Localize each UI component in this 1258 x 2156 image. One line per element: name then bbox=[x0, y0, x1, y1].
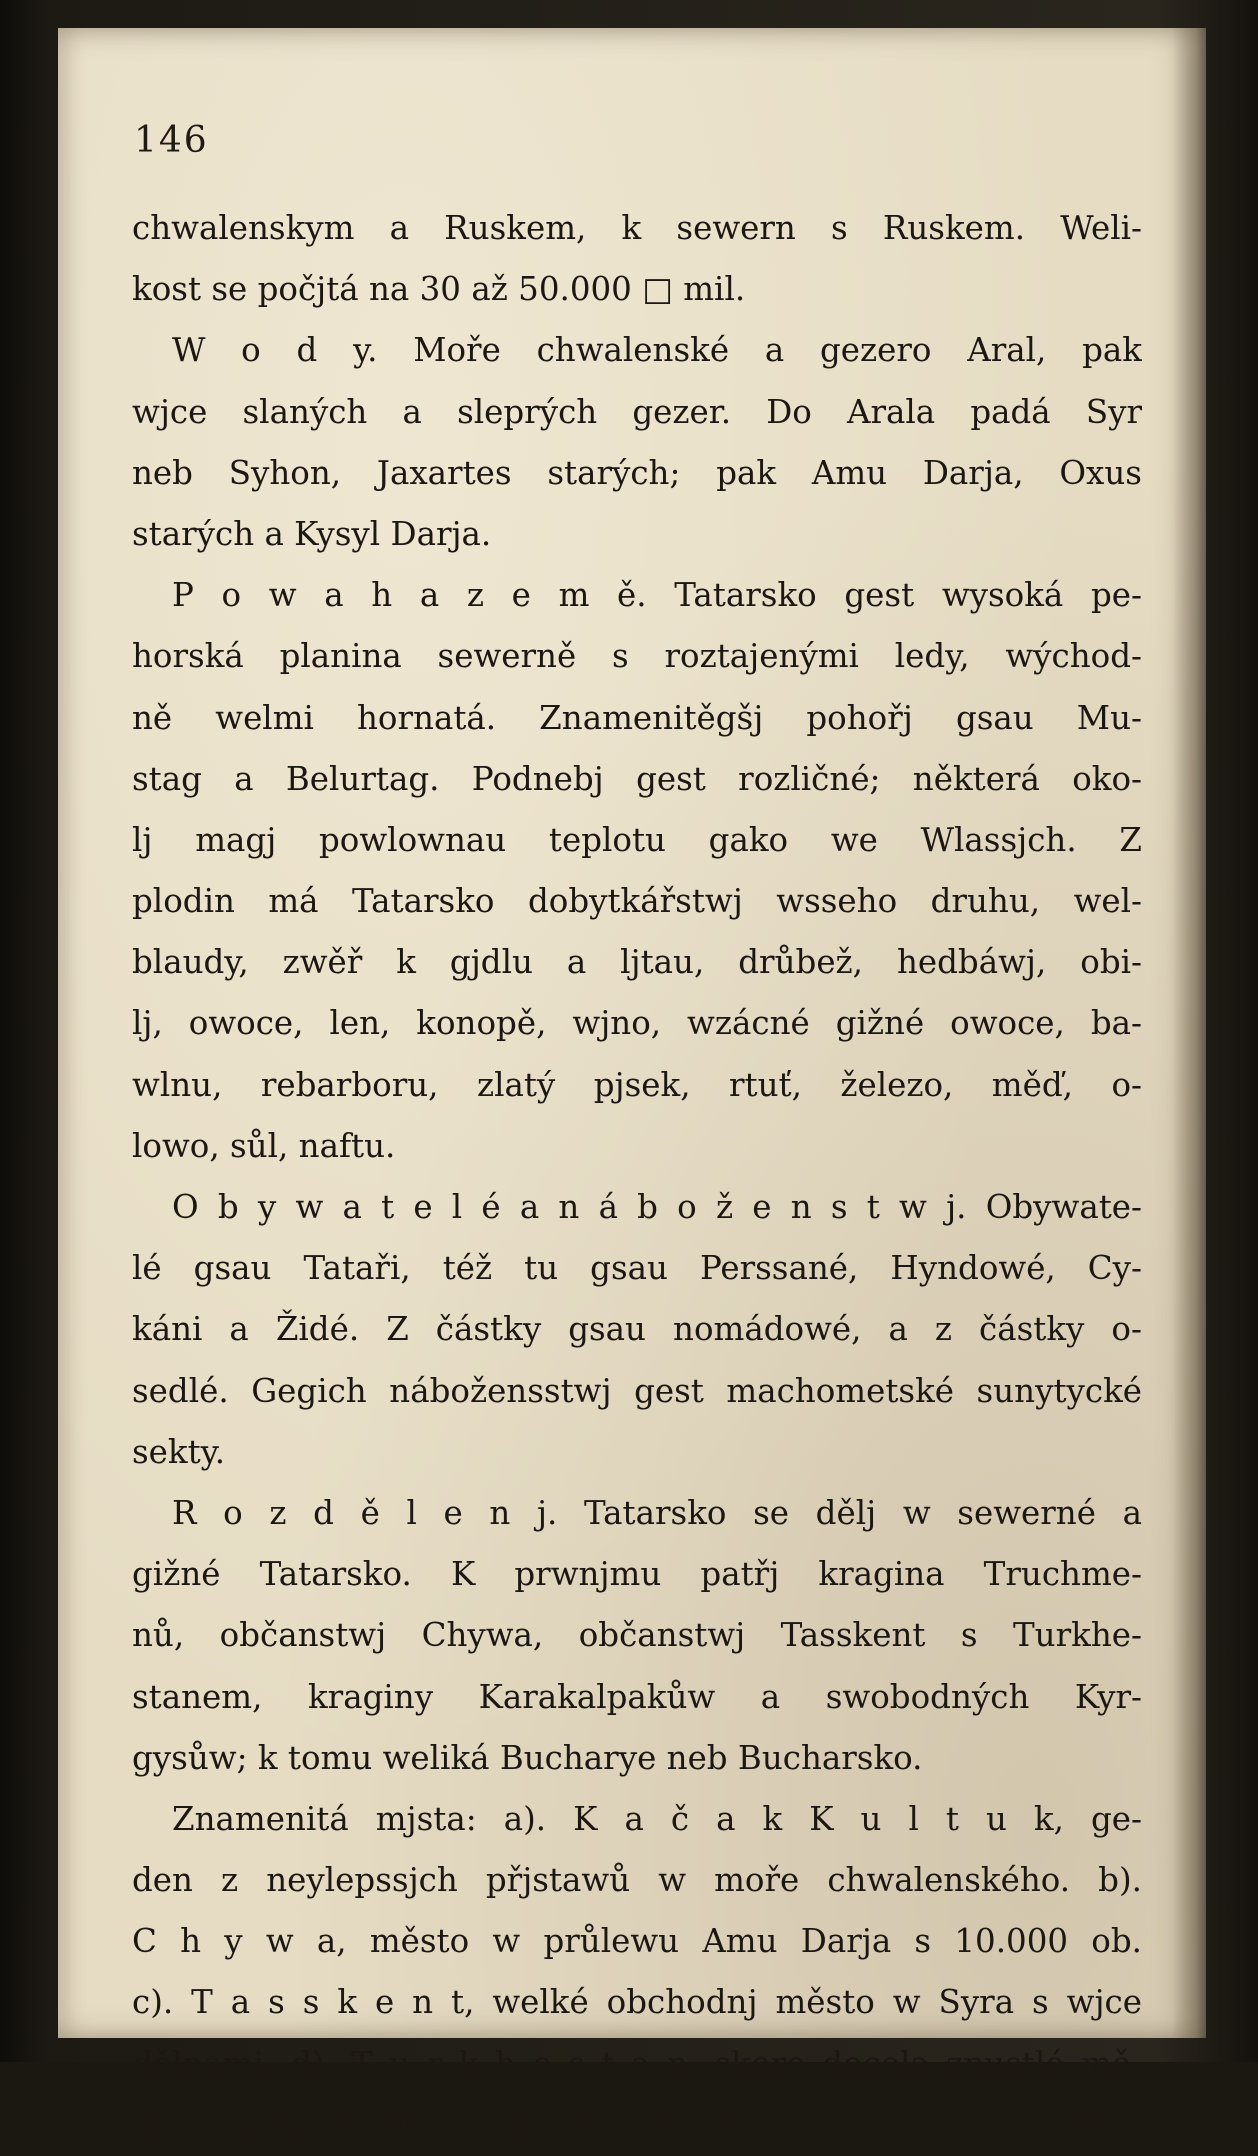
text-line: C h y w a, město w průlewu Amu Darja s 10.000 ob. bbox=[132, 1922, 1142, 1961]
text-line: blaudy, zwěř k gjdlu a ljtau, drůbež, hedbáwj, obi- bbox=[132, 943, 1142, 982]
text-line: wjce slaných a sleprých gezer. Do Arala padá Syr bbox=[132, 392, 1142, 431]
text-line: nů, občanstwj Chywa, občanstwj Tasskent s Turkhe- bbox=[132, 1616, 1142, 1655]
text-line: wlnu, rebarboru, zlatý pjsek, rtuť, železo, měď, o- bbox=[132, 1065, 1142, 1104]
text-line: O b y w a t e l é a n á b o ž e n s t w j. Obywate- bbox=[172, 1188, 1142, 1226]
text-line: kost se počjtá na 30 až 50.000 □ mil. bbox=[132, 270, 746, 309]
text-line: lowo, sůl, naftu. bbox=[132, 1126, 396, 1165]
text-line: dělnami. d). T u r k h e s t a n, skoro docela zpustlé mě- bbox=[132, 2044, 1142, 2083]
text-line: ně welmi hornatá. Znamenitěgšj pohořj gsau Mu- bbox=[132, 698, 1142, 737]
text-line: starých a Kysyl Darja. bbox=[132, 514, 492, 553]
page-text-block bbox=[132, 198, 1142, 2156]
text-line: plodin má Tatarsko dobytkářstwj wsseho druhu, wel- bbox=[132, 882, 1142, 921]
text-line: den z neylepssjch přjstawů w moře chwalenského. b). bbox=[132, 1861, 1142, 1900]
text-line: sedlé. Gegich nábožensstwj gest machometské sunytycké bbox=[132, 1371, 1142, 1410]
text-line: lj magj powlownau teplotu gako we Wlassjch. Z bbox=[132, 820, 1142, 859]
text-line: horská planina sewerně s roztajenými ledy, wýchod- bbox=[132, 637, 1142, 676]
text-line: gysůw; k tomu weliká Bucharye neb Bucharsko. bbox=[132, 1738, 923, 1777]
text-line: P o w a h a z e m ě. Tatarsko gest wysoká pe- bbox=[172, 576, 1142, 615]
page-number: 146 bbox=[134, 120, 209, 161]
text-line: sekty. bbox=[132, 1432, 226, 1471]
text-line: c). T a s s k e n t, welké obchodnj město w Syra s wjce bbox=[132, 1983, 1142, 2022]
text-line: R o z d ě l e n j. Tatarsko se dělj w sewerné a bbox=[172, 1493, 1142, 1532]
text-line: lj, owoce, len, konopě, wjno, wzácné gižné owoce, ba- bbox=[132, 1004, 1142, 1043]
text-line: gižné Tatarsko. K prwnjmu patřj kragina Truchme- bbox=[132, 1555, 1142, 1594]
text-line: neb Syhon, Jaxartes starých; pak Amu Darja, Oxus bbox=[132, 453, 1142, 492]
page-gutter-shadow bbox=[1172, 28, 1206, 2038]
text-line: káni a Židé. Z částky gsau nomádowé, a z částky o- bbox=[132, 1310, 1142, 1349]
text-line: chwalenskym a Ruskem, k sewern s Ruskem. Weli- bbox=[132, 209, 1142, 247]
text-line: Znamenitá mjsta: a). K a č a k K u l t u k, ge- bbox=[172, 1799, 1142, 1838]
text-line: sto, swatyně Machometánů. e). B u c h a r a, welké bbox=[132, 2105, 1142, 2144]
text-line: stanem, kraginy Karakalpakůw a swobodných Kyr- bbox=[132, 1677, 1142, 1716]
text-line: W o d y. Moře chwalenské a gezero Aral, pak bbox=[172, 331, 1142, 370]
text-line: lé gsau Tataři, též tu gsau Perssané, Hyndowé, Cy- bbox=[132, 1249, 1142, 1288]
text-line: stag a Belurtag. Podnebj gest rozličné; některá oko- bbox=[132, 759, 1142, 798]
